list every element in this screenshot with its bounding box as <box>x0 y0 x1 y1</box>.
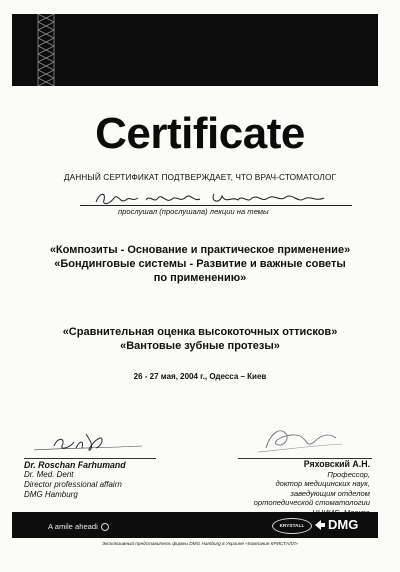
recipient-name-line <box>80 205 352 206</box>
topic-line-4: «Сравнительная оценка высокоточных оттисков» <box>62 326 338 338</box>
certificate-title: Certificate <box>95 109 305 158</box>
left-signature-rule <box>24 458 156 459</box>
topic-line-2: «Бондинговые системы - Развитие и важные советы <box>54 258 346 270</box>
right-signatory-position: заведующим отделом <box>290 488 370 498</box>
kristall-logo: KRYSTALL <box>272 518 312 534</box>
left-signatory-name: Dr. Roschan Farhumand <box>24 460 126 470</box>
right-signatory-name: Ряховский А.Н. <box>303 459 370 469</box>
left-signatory-position: Director professional affairn <box>24 480 122 489</box>
left-signatory-company: DMG Hamburg <box>24 490 78 499</box>
footer-footnote: Эксклюзивный представитель фирмы DMG Hamburg в Украине «Компания КРИСТАЛЛ» <box>101 541 299 546</box>
dmg-logo-text: DMG <box>328 517 359 532</box>
right-signatory-block <box>254 460 370 518</box>
right-signatory-degree: доктор медицинских наук, <box>275 479 370 489</box>
confirm-statement: ДАННЫЙ СЕРТИФИКАТ ПОДТВЕРЖДАЕТ, ЧТО ВРАЧ-СТОМАТОЛОГ <box>63 172 337 182</box>
top-black-band <box>12 14 378 86</box>
left-signatory-block <box>24 460 126 500</box>
topic-line-3: по применению» <box>153 272 247 284</box>
lattice-pattern-icon <box>36 14 56 86</box>
topic-line-1: «Композиты - Основание и практическое применение» <box>49 244 351 256</box>
right-signatory-department: ортопедической стоматологии <box>253 498 370 508</box>
circle-icon <box>101 523 109 531</box>
right-signature-image <box>246 422 346 456</box>
dmg-arrow-icon <box>314 519 326 531</box>
date-and-place: 26 - 27 мая, 2004 г., Одесса – Киев <box>133 372 267 381</box>
amil-text: A amile aheadi <box>48 522 98 531</box>
amil-slogan <box>48 522 109 531</box>
topic-line-5: «Вантовые зубные протезы» <box>120 340 280 352</box>
attended-lectures-text: прослушал (прослушала) лекции на темы <box>118 207 269 216</box>
right-signatory-title: Профессор, <box>327 469 370 479</box>
left-signatory-degree: Dr. Med. Dent <box>24 470 74 479</box>
left-signature-image <box>24 426 144 454</box>
dmg-logo <box>314 517 358 532</box>
